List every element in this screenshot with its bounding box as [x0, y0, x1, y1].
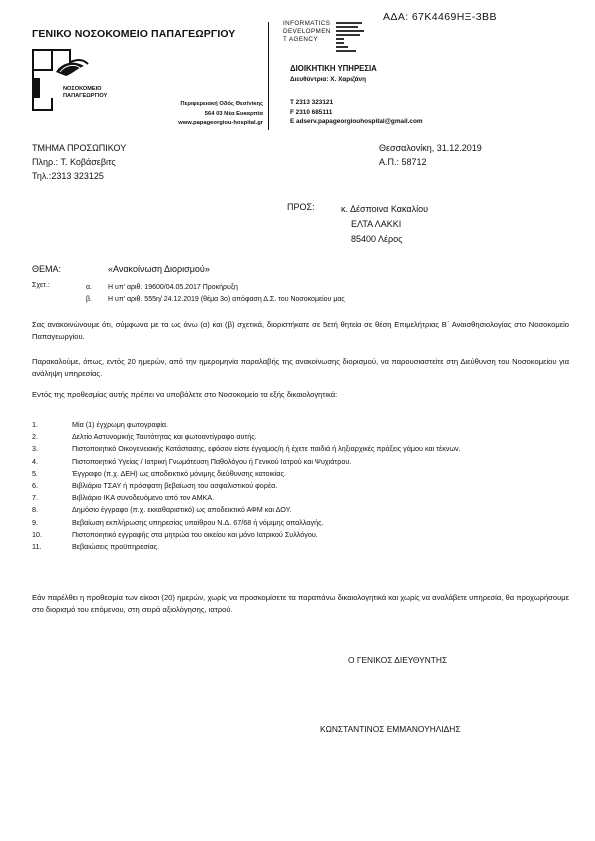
- reference-item: [86, 282, 345, 294]
- list-number: 4.: [32, 456, 38, 466]
- info-contact: Πληρ.: Τ. Κοβάσεβιτς: [32, 157, 116, 167]
- list-text: Δημόσιο έγγραφο (π.χ. εκκαθαριστικό) ως αποδεικτικό ΑΦΜ και ΔΟΥ.: [72, 505, 292, 515]
- agency-name: [283, 20, 331, 44]
- recipient-line3: 85400 Λέρος: [351, 234, 403, 244]
- documents-list: [32, 419, 569, 553]
- list-number: 6.: [32, 481, 38, 491]
- agency-fineprint-glyphs: [336, 21, 368, 53]
- info-phone: Τηλ.:2313 323125: [32, 171, 104, 181]
- list-text: Βιβλιάριο ΙΚΑ συνοδευόμενο από τον ΑΜΚΑ.: [72, 493, 215, 503]
- admin-director: Διευθύντρια: Χ. Χαριζάνη: [290, 76, 366, 83]
- list-item: [32, 517, 569, 529]
- list-text: Πιστοποιητικό Υγείας / Ιατρική Γνωμάτευση Παθολόγου ή Γενικού Ιατρού και Ψυχιάτρου.: [72, 456, 352, 466]
- list-number: 10.: [32, 529, 42, 539]
- list-number: 11.: [32, 542, 42, 552]
- hospital-logo: [30, 48, 125, 118]
- references-list: [86, 282, 345, 306]
- protocol-number: Α.Π.: 58712: [379, 157, 427, 167]
- agency-fineprint: [336, 21, 368, 55]
- admin-service-title: ΔΙΟΙΚΗΤΙΚΗ ΥΠΗΡΕΣΙΑ: [290, 64, 377, 73]
- list-item: [32, 419, 569, 431]
- list-number: 2.: [32, 432, 38, 442]
- list-item: [32, 480, 569, 492]
- date-protocol: [379, 141, 482, 169]
- contact-phone: T 2313 323121: [290, 99, 333, 106]
- list-text: Βιβλιάριο ΤΣΑΥ ή πρόσφατη βεβαίωση του ασφαλιστικού φορέα.: [72, 481, 278, 491]
- signatory-title: Ο ΓΕΝΙΚΟΣ ΔΙΕΥΘΥΝΤΗΣ: [348, 655, 448, 665]
- subject-label: ΘΕΜΑ:: [32, 264, 62, 274]
- address-line: Περιφερειακή Οδός Θεσ/νίκης: [180, 101, 263, 107]
- agency-line2: DEVELOPMEN: [283, 28, 331, 35]
- list-text: Μία (1) έγχρωμη φωτογραφία.: [72, 420, 169, 429]
- department: ΤΜΗΜΑ ΠΡΟΣΩΠΙΚΟΥ: [32, 143, 127, 153]
- signatory-name: ΚΩΝΣΤΑΝΤΙΝΟΣ ΕΜΜΑΝΟΥΗΛΙΔΗΣ: [320, 724, 461, 734]
- agency-line1: INFORMATICS: [283, 20, 331, 27]
- list-number: 7.: [32, 493, 38, 503]
- hospital-name: ΓΕΝΙΚΟ ΝΟΣΟΚΟΜΕΙΟ ΠΑΠΑΓΕΩΡΓΙΟΥ: [32, 28, 236, 40]
- list-item: [32, 504, 569, 516]
- sender-info: [32, 141, 126, 183]
- logo-text-line2: ΠΑΠΑΓΕΩΡΓΙΟΥ: [63, 93, 108, 99]
- list-item: [32, 431, 569, 443]
- list-item: [32, 529, 569, 541]
- hospital-logo-icon: [30, 48, 125, 118]
- list-text: Πιστοποιητικό εγγραφής στα μητρώα του οικείου και μόνο Ιατρικού Συλλόγου.: [72, 529, 318, 539]
- place-date: Θεσσαλονίκη, 31.12.2019: [379, 143, 482, 153]
- contact-email[interactable]: E adserv.papageorgiouhospital@gmail.com: [290, 118, 423, 125]
- reference-text: Η υπ' αριθ. 555η/ 24.12.2019 (θέμα 3ο) απόφαση Δ.Σ. του Νοσοκομείου μας: [108, 296, 345, 303]
- logo-text-line1: ΝΟΣΟΚΟΜΕΙΟ: [63, 86, 102, 92]
- list-number: 1.: [32, 420, 38, 429]
- list-text: Έγγραφο (π.χ. ΔΕΗ) ως αποδεικτικό μόνιμης διεύθυνσης κατοικίας.: [72, 468, 286, 478]
- list-item: [32, 443, 569, 455]
- recipient-label: ΠΡΟΣ:: [287, 202, 315, 212]
- contact-block: [290, 98, 423, 127]
- hospital-address: [138, 100, 263, 129]
- reference-text: Η υπ' αριθ. 19600/04.05.2017 Προκήρυξη: [108, 284, 238, 291]
- body-paragraph-3: Εντός της προθεσμίας αυτής πρέπει να υποβάλετε στο Νοσοκομείο τα εξής δικαιολογητικά:: [32, 390, 338, 399]
- list-number: 9.: [32, 517, 38, 527]
- body-paragraph-2: Παρακαλούμε, όπως, εντός 20 ημερών, από την ημερομηνία παραλαβής της ανακοίνωσης διορισμού, να παρουσιαστείτε στη Διεύθυνση του Νοσοκομείου για ανάληψη υπηρεσίας.: [32, 357, 569, 378]
- list-text: Πιστοποιητικό Οικογενειακής Κατάστασης, εφόσον είστε έγγαμος/η ή έχετε παιδιά ή ληξιαρχικές πράξεις γάμου και τέκνων.: [72, 444, 461, 454]
- reference-letter: α.: [86, 284, 92, 291]
- ada-number: ΑΔΑ: 67Κ4469ΗΞ-3ΒΒ: [383, 11, 497, 23]
- references-label: Σχετ.:: [32, 282, 50, 289]
- list-text: Βεβαίωση εκπλήρωσης υπηρεσίας υπαίθρου Ν.Δ. 67/68 ή νόμιμης απαλλαγής.: [72, 517, 324, 527]
- list-text: Δελτίο Αστυνομικής Ταυτότητας και φωτοαντίγραφο αυτής.: [72, 432, 257, 442]
- agency-line3: T AGENCY: [283, 36, 318, 43]
- list-item: [32, 541, 569, 553]
- list-text: Βεβαιώσεις προϋπηρεσίας.: [72, 542, 160, 552]
- list-item: [32, 456, 569, 468]
- body-paragraph-1: Σας ανακοινώνουμε ότι, σύμφωνα με τα ως άνω (α) και (β) σχετικά, διοριστήκατε σε 5ετή θητεία σε θέση Επιμελήτριας Β΄ Αναισθησιολογίας στο Νοσοκομείο Παπαγεωργίου.: [32, 320, 569, 341]
- list-number: 3.: [32, 444, 38, 454]
- contact-fax: F 2310 685111: [290, 108, 333, 116]
- body-paragraph-4: Εάν παρέλθει η προθεσμία των είκοσι (20) ημερών, χωρίς να προσκομίσετε τα παραπάνω δικαιολογητικά και χωρίς να αναλάβετε υπηρεσία, θα προχωρήσουμε στο διορισμό του επόμενου, στη σειρά αξιολόγησης, ιατρού.: [32, 593, 569, 614]
- list-number: 8.: [32, 505, 38, 515]
- website-link[interactable]: www.papageorgiou-hospital.gr: [178, 120, 263, 126]
- recipient-name: κ. Δέσποινα Κακαλίου: [341, 204, 428, 214]
- recipient-line2: ΕΛΤΑ ΛΑΚΚΙ: [351, 219, 402, 229]
- subject-text: «Ανακοίνωση Διορισμού»: [108, 264, 210, 274]
- list-item: [32, 492, 569, 504]
- address-postal: 564 03 Νέα Ευκαρπία: [204, 110, 263, 117]
- header-divider: [268, 22, 269, 130]
- list-number: 5.: [32, 468, 38, 478]
- list-item: [32, 468, 569, 480]
- reference-letter: β.: [86, 296, 92, 303]
- recipient-block: [341, 202, 428, 247]
- reference-item: [86, 294, 345, 306]
